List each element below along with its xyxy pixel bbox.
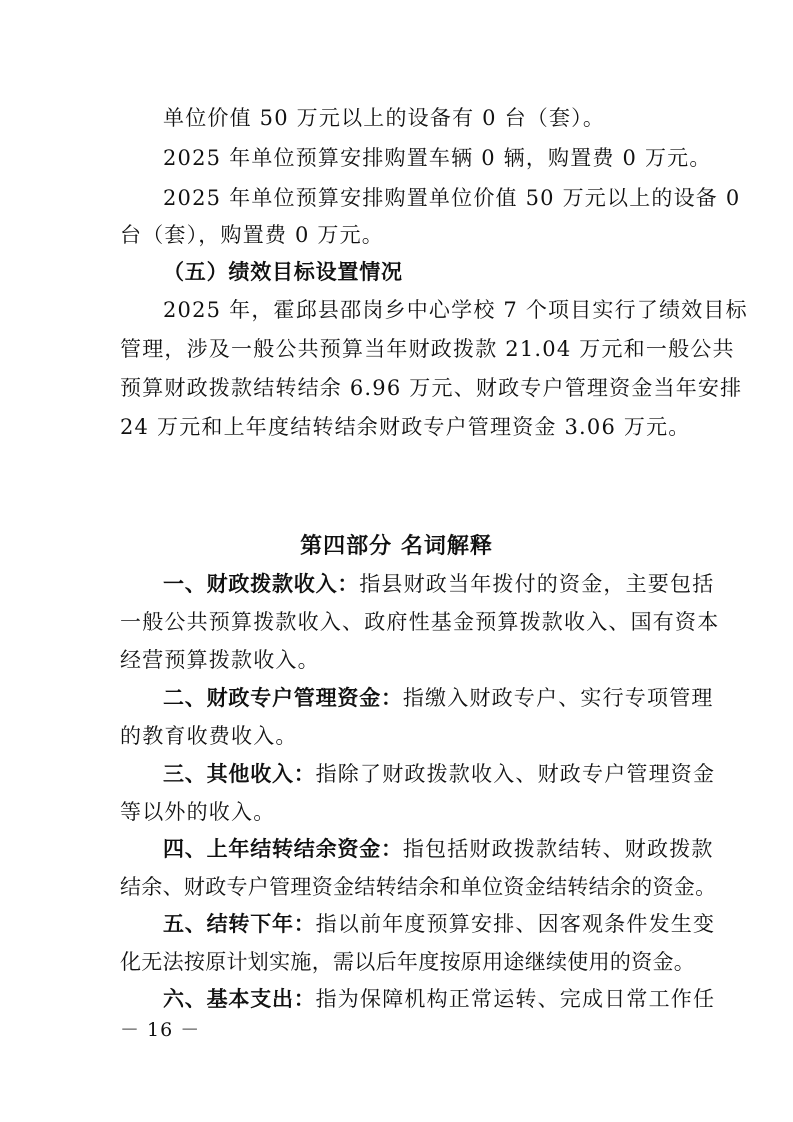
performance-para-line-1: 2025 年，霍邱县邵岗乡中心学校 7 个项目实行了绩效目标 — [163, 298, 748, 322]
term-4-cont-1: 结余、财政专户管理资金结转结余和单位资金结转结余的资金。 — [120, 875, 717, 899]
term-6-line — [163, 984, 716, 1014]
term-1-cont-1: 一般公共预算拨款收入、政府性基金预算拨款收入、国有资本 — [120, 610, 720, 634]
equipment-purchase-line: 2025 年单位预算安排购置单位价值 50 万元以上的设备 0 — [163, 186, 741, 210]
vehicle-purchase-line: 2025 年单位预算安排购置车辆 0 辆，购置费 0 万元。 — [163, 146, 712, 170]
term-5-cont-1: 化无法按原计划实施，需以后年度按原用途继续使用的资金。 — [120, 950, 696, 974]
term-1-label: 一、财政拨款收入： — [163, 572, 360, 596]
equipment-purchase-line-cont: 台（套），购置费 0 万元。 — [120, 223, 385, 247]
term-1-definition: 指县财政当年拨付的资金，主要包括 — [359, 572, 715, 596]
term-1-cont-2: 经营预算拨款收入。 — [120, 648, 320, 672]
term-2-label: 二、财政专户管理资金： — [163, 686, 403, 710]
term-3-label: 三、其他收入： — [163, 762, 316, 786]
term-4-definition: 指包括财政拨款结转、财政拨款 — [402, 837, 714, 861]
term-1-line — [163, 569, 715, 599]
performance-para-line-3: 预算财政拨款结转结余 6.96 万元、财政专户管理资金当年安排 — [120, 376, 743, 400]
term-6-label: 六、基本支出： — [163, 987, 316, 1011]
term-2-cont-1: 的教育收费收入。 — [120, 724, 298, 748]
term-6-definition: 指为保障机构正常运转、完成日常工作任 — [315, 987, 716, 1011]
term-4-line — [163, 834, 714, 864]
term-2-definition: 指缴入财政专户、实行专项管理 — [402, 686, 714, 710]
term-3-definition: 指除了财政拨款收入、财政专户管理资金 — [315, 762, 716, 786]
page-number: － 16 － — [120, 1019, 201, 1041]
equipment-line-1: 单位价值 50 万元以上的设备有 0 台（套）。 — [163, 106, 606, 130]
term-5-line — [163, 909, 716, 939]
performance-para-line-4: 24 万元和上年度结转结余财政专户管理资金 3.06 万元。 — [120, 415, 691, 439]
performance-para-line-2: 管理，涉及一般公共预算当年财政拨款 21.04 万元和一般公共 — [120, 337, 735, 361]
term-5-definition: 指以前年度预算安排、因客观条件发生变 — [315, 912, 716, 936]
part4-title: 第四部分 名词解释 — [300, 534, 493, 559]
term-2-line — [163, 683, 714, 713]
term-5-label: 五、结转下年： — [163, 912, 316, 936]
term-4-label: 四、上年结转结余资金： — [163, 837, 403, 861]
term-3-cont-1: 等以外的收入。 — [120, 800, 276, 824]
term-3-line — [163, 759, 716, 789]
performance-heading: （五）绩效目标设置情况 — [163, 260, 403, 284]
